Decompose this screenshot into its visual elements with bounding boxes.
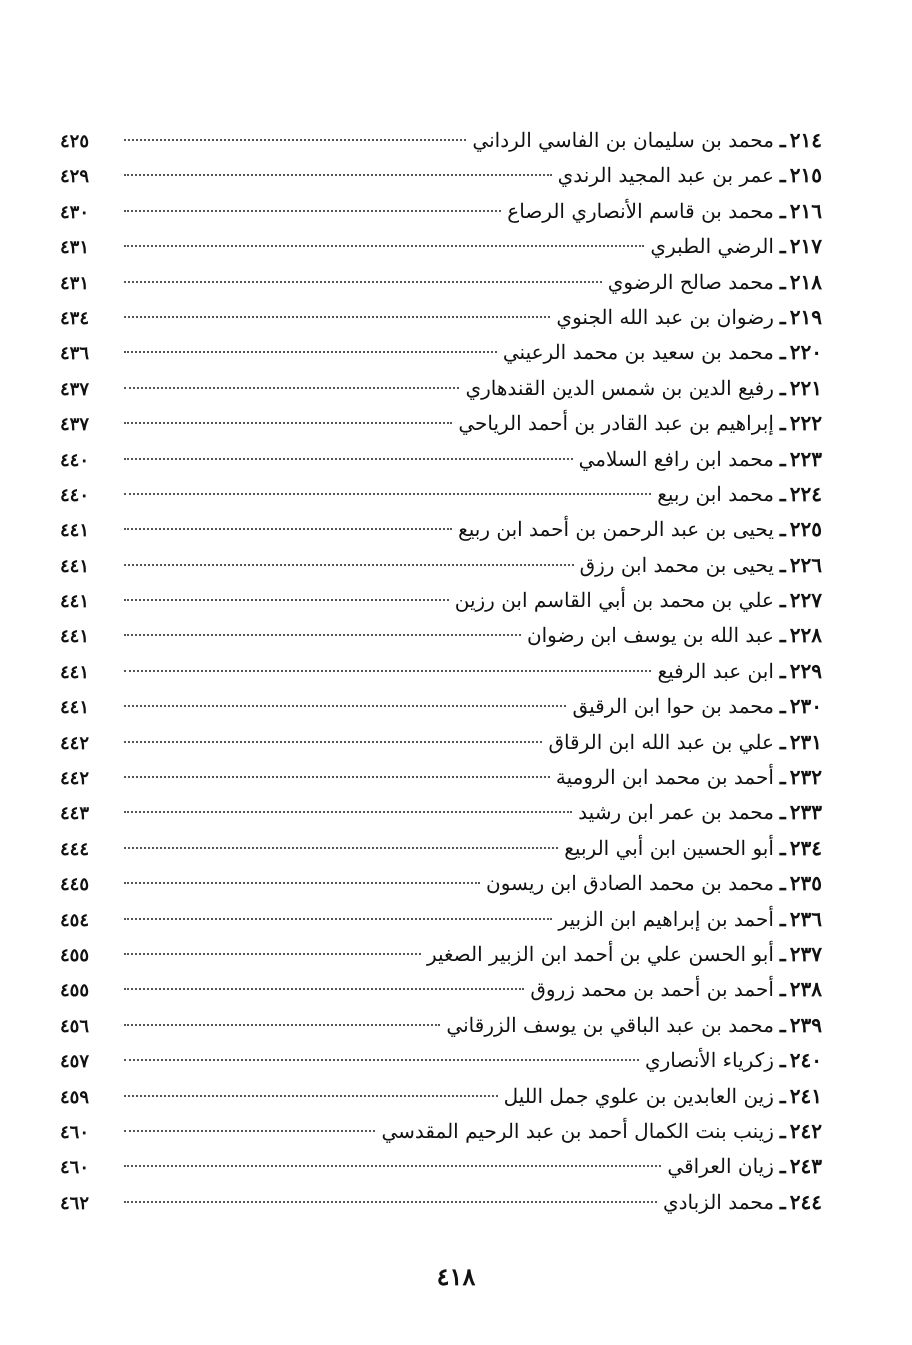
entry-name: محمد بن قاسم الأنصاري الرصاع xyxy=(507,198,774,223)
dot-leader xyxy=(124,1164,661,1167)
entry-name: علي بن محمد بن أبي القاسم ابن رزين xyxy=(454,588,774,613)
entry-page-number: ٤٤٤ xyxy=(60,838,90,860)
entry-name: زكرياء الأنصاري xyxy=(644,1048,774,1073)
dot-leader xyxy=(124,669,651,672)
entry-page-number: ٤٦٠ xyxy=(60,1157,90,1179)
entry-page-number: ٤٤١ xyxy=(60,661,90,683)
entry-name: أبو الحسين ابن أبي الربيع xyxy=(564,835,774,860)
toc-entry xyxy=(60,517,822,552)
entry-separator: ـ xyxy=(779,552,786,577)
entry-page-number: ٤٥٥ xyxy=(60,980,90,1002)
dot-leader xyxy=(124,421,452,424)
toc-entry xyxy=(60,270,822,305)
toc-entry xyxy=(60,942,822,977)
table-of-contents xyxy=(60,128,822,1225)
entry-name: محمد صالح الرضوي xyxy=(607,269,774,294)
toc-entry-title xyxy=(558,907,822,931)
entry-separator: ـ xyxy=(779,765,786,790)
toc-entry xyxy=(60,588,822,623)
entry-number: ٢١٧ xyxy=(789,234,822,259)
toc-entry-title xyxy=(504,1084,822,1108)
entry-name: محمد بن محمد الصادق ابن ريسون xyxy=(486,871,774,896)
entry-number: ٢٢٢ xyxy=(789,411,822,436)
entry-separator: ـ xyxy=(779,941,786,966)
entry-name: محمد بن سليمان بن الفاسي الرداني xyxy=(472,128,774,152)
toc-entry-title xyxy=(503,340,822,364)
entry-page-number: ٤٢٥ xyxy=(60,131,90,152)
entry-name: علي بن عبد الله ابن الرقاق xyxy=(548,729,774,754)
entry-page-number: ٤٤٠ xyxy=(60,449,90,471)
entry-page-number: ٤٤٣ xyxy=(60,803,90,825)
entry-page-number: ٤٣١ xyxy=(60,272,90,294)
dot-leader xyxy=(124,138,466,141)
dot-leader xyxy=(124,1200,657,1203)
dot-leader xyxy=(124,280,602,283)
entry-page-number: ٤٢٩ xyxy=(60,166,90,188)
entry-separator: ـ xyxy=(779,906,786,931)
entry-name: أحمد بن إبراهيم ابن الزبير xyxy=(558,906,774,931)
toc-entry-title xyxy=(578,800,822,824)
toc-entry-title xyxy=(486,871,822,895)
toc-entry-title xyxy=(657,482,822,506)
toc-entry-title xyxy=(580,553,822,577)
toc-entry-title xyxy=(548,730,822,754)
toc-entry-title xyxy=(458,411,822,435)
toc-entry xyxy=(60,623,822,658)
toc-entry-title xyxy=(427,942,822,966)
entry-name: عمر بن عبد المجيد الرندي xyxy=(557,163,774,188)
entry-number: ٢٤٤ xyxy=(789,1189,822,1214)
entry-page-number: ٤٥٧ xyxy=(60,1051,90,1073)
entry-separator: ـ xyxy=(779,375,786,400)
toc-entry-title xyxy=(579,447,822,471)
entry-number: ٢١٨ xyxy=(789,269,822,294)
toc-entry-title xyxy=(530,977,822,1001)
entry-separator: ـ xyxy=(779,588,786,613)
entry-name: أبو الحسن علي بن أحمد ابن الزبير الصغير xyxy=(426,941,774,966)
toc-entry-title xyxy=(657,659,822,683)
entry-number: ٢٢٧ xyxy=(789,588,822,613)
entry-number: ٢٣٦ xyxy=(789,906,822,931)
dot-leader xyxy=(124,209,501,212)
toc-entry xyxy=(60,1048,822,1083)
toc-entry xyxy=(60,553,822,588)
entry-name: عبد الله بن يوسف ابن رضوان xyxy=(526,623,774,648)
toc-entry-title xyxy=(663,1190,822,1214)
entry-number: ٢٣٨ xyxy=(789,977,822,1002)
dot-leader xyxy=(124,386,459,389)
entry-name: ابن عبد الرفيع xyxy=(657,658,774,683)
entry-page-number: ٤٦٠ xyxy=(60,1121,90,1143)
entry-page-number: ٤٣١ xyxy=(60,237,90,259)
dot-leader xyxy=(124,740,542,743)
entry-separator: ـ xyxy=(779,1154,786,1179)
dot-leader xyxy=(124,173,552,176)
toc-entry-title xyxy=(564,836,822,860)
entry-number: ٢٤٣ xyxy=(789,1154,822,1179)
entry-name: محمد بن سعيد بن محمد الرعيني xyxy=(502,340,774,365)
toc-entry-title xyxy=(455,588,822,612)
entry-number: ٢٣٣ xyxy=(789,800,822,825)
entry-number: ٢١٦ xyxy=(789,198,822,223)
toc-entry xyxy=(60,163,822,198)
entry-page-number: ٤٣٤ xyxy=(60,307,90,329)
entry-page-number: ٤٤٢ xyxy=(60,768,90,790)
dot-leader xyxy=(124,704,566,707)
toc-entry-title xyxy=(645,1048,822,1072)
entry-page-number: ٤٤١ xyxy=(60,520,90,542)
dot-leader xyxy=(124,244,644,247)
entry-separator: ـ xyxy=(779,1118,786,1143)
toc-entry xyxy=(60,340,822,375)
dot-leader xyxy=(124,350,497,353)
toc-entry xyxy=(60,659,822,694)
entry-separator: ـ xyxy=(779,481,786,506)
entry-number: ٢٢٥ xyxy=(789,517,822,542)
entry-separator: ـ xyxy=(779,411,786,436)
entry-number: ٢٢٠ xyxy=(789,340,822,365)
entry-separator: ـ xyxy=(779,729,786,754)
entry-name: محمد الزبادي xyxy=(662,1189,774,1214)
entry-separator: ـ xyxy=(779,800,786,825)
entry-separator: ـ xyxy=(779,694,786,719)
entry-number: ٢٢٩ xyxy=(789,658,822,683)
entry-name: محمد بن حوا ابن الرقيق xyxy=(572,694,774,719)
entry-page-number: ٤٤٠ xyxy=(60,484,90,506)
toc-entry-title xyxy=(507,199,822,223)
entry-page-number: ٤٤١ xyxy=(60,555,90,577)
entry-name: محمد بن عبد الباقي بن يوسف الزرقاني xyxy=(446,1012,774,1037)
dot-leader xyxy=(124,563,574,566)
toc-entry xyxy=(60,128,822,163)
toc-entry xyxy=(60,411,822,446)
toc-entry-title xyxy=(556,305,822,329)
entry-name: الرضي الطبري xyxy=(650,234,774,259)
toc-entry xyxy=(60,800,822,835)
dot-leader xyxy=(124,810,572,813)
entry-number: ٢٣٧ xyxy=(789,941,822,966)
dot-leader xyxy=(124,775,550,778)
toc-entry-title xyxy=(446,1013,822,1037)
toc-entry xyxy=(60,1119,822,1154)
entry-name: أحمد بن أحمد بن محمد زروق xyxy=(530,977,774,1002)
entry-separator: ـ xyxy=(779,1189,786,1214)
entry-number: ٢٤٠ xyxy=(789,1048,822,1073)
page-number: ٤١٨ xyxy=(436,1262,476,1291)
entry-number: ٢٣٥ xyxy=(789,871,822,896)
entry-separator: ـ xyxy=(779,163,786,188)
toc-entry xyxy=(60,836,822,871)
entry-name: زيان العراقي xyxy=(667,1154,774,1179)
entry-separator: ـ xyxy=(779,871,786,896)
entry-name: أحمد بن محمد ابن الرومية xyxy=(555,765,774,790)
entry-name: محمد ابن ربيع xyxy=(657,481,774,506)
entry-separator: ـ xyxy=(779,128,786,152)
entry-page-number: ٤٣٠ xyxy=(60,201,90,223)
toc-entry xyxy=(60,907,822,942)
toc-entry xyxy=(60,977,822,1012)
entry-number: ٢٣٤ xyxy=(789,835,822,860)
entry-number: ٢٢١ xyxy=(789,375,822,400)
dot-leader xyxy=(124,987,524,990)
toc-entry-title xyxy=(667,1154,822,1178)
dot-leader xyxy=(124,952,421,955)
toc-entry xyxy=(60,765,822,800)
toc-entry-title xyxy=(527,623,822,647)
toc-entry xyxy=(60,1190,822,1225)
entry-separator: ـ xyxy=(779,1012,786,1037)
dot-leader xyxy=(124,492,651,495)
toc-entry-title xyxy=(458,517,822,541)
entry-separator: ـ xyxy=(779,269,786,294)
toc-entry xyxy=(60,1154,822,1189)
entry-number: ٢١٥ xyxy=(789,163,822,188)
entry-separator: ـ xyxy=(779,304,786,329)
entry-page-number: ٤٥٥ xyxy=(60,944,90,966)
toc-entry xyxy=(60,305,822,340)
dot-leader xyxy=(124,1023,440,1026)
entry-page-number: ٤٤٢ xyxy=(60,732,90,754)
dot-leader xyxy=(124,633,521,636)
entry-number: ٢٣٩ xyxy=(789,1012,822,1037)
toc-entry-title xyxy=(558,163,822,187)
entry-number: ٢١٤ xyxy=(789,128,822,152)
dot-leader xyxy=(124,846,558,849)
entry-number: ٢٣١ xyxy=(789,729,822,754)
entry-name: محمد بن عمر ابن رشيد xyxy=(578,800,774,825)
toc-entry xyxy=(60,730,822,765)
entry-number: ٢٢٣ xyxy=(789,446,822,471)
dot-leader xyxy=(124,457,573,460)
toc-entry xyxy=(60,694,822,729)
entry-separator: ـ xyxy=(779,1048,786,1073)
toc-entry-title xyxy=(556,765,822,789)
entry-page-number: ٤٣٧ xyxy=(60,414,90,436)
entry-separator: ـ xyxy=(779,198,786,223)
toc-entry-title xyxy=(381,1119,822,1143)
toc-entry-title xyxy=(608,270,822,294)
entry-name: إبراهيم بن عبد القادر بن أحمد الرياحي xyxy=(458,411,774,436)
entry-number: ٢٣٢ xyxy=(789,765,822,790)
entry-page-number: ٤٤١ xyxy=(60,697,90,719)
dot-leader xyxy=(124,598,449,601)
entry-separator: ـ xyxy=(779,835,786,860)
entry-name: زينب بنت الكمال أحمد بن عبد الرحيم المقدسي xyxy=(381,1118,774,1143)
toc-entry xyxy=(60,1013,822,1048)
entry-page-number: ٤٤١ xyxy=(60,626,90,648)
entry-separator: ـ xyxy=(779,446,786,471)
entry-separator: ـ xyxy=(779,340,786,365)
toc-entry-title xyxy=(572,694,822,718)
entry-name: يحيى بن عبد الرحمن بن أحمد ابن ربيع xyxy=(458,517,774,542)
entry-number: ٢٤٢ xyxy=(789,1118,822,1143)
entry-number: ٢٢٤ xyxy=(789,481,822,506)
entry-page-number: ٤٣٧ xyxy=(60,378,90,400)
toc-entry xyxy=(60,871,822,906)
toc-entry xyxy=(60,376,822,411)
dot-leader xyxy=(124,1129,375,1132)
entry-name: رضوان بن عبد الله الجنوي xyxy=(556,304,774,329)
entry-number: ٢٣٠ xyxy=(789,694,822,719)
dot-leader xyxy=(124,527,452,530)
entry-page-number: ٤٤١ xyxy=(60,591,90,613)
toc-entry-title xyxy=(472,128,822,152)
toc-entry-title xyxy=(465,376,822,400)
entry-number: ٢٢٨ xyxy=(789,623,822,648)
dot-leader xyxy=(124,1094,498,1097)
entry-name: يحيى بن محمد ابن رزق xyxy=(579,552,774,577)
entry-separator: ـ xyxy=(779,234,786,259)
toc-entry xyxy=(60,199,822,234)
entry-name: محمد ابن رافع السلامي xyxy=(578,446,774,471)
entry-separator: ـ xyxy=(779,658,786,683)
entry-page-number: ٤٤٥ xyxy=(60,874,90,896)
entry-separator: ـ xyxy=(779,623,786,648)
dot-leader xyxy=(124,1058,639,1061)
entry-page-number: ٤٥٤ xyxy=(60,909,90,931)
toc-entry xyxy=(60,1084,822,1119)
entry-number: ٢٢٦ xyxy=(789,552,822,577)
entry-separator: ـ xyxy=(779,977,786,1002)
entry-page-number: ٤٥٦ xyxy=(60,1015,90,1037)
entry-page-number: ٤٥٩ xyxy=(60,1086,90,1108)
dot-leader xyxy=(124,917,552,920)
dot-leader xyxy=(124,315,550,318)
entry-page-number: ٤٦٢ xyxy=(60,1192,90,1214)
entry-number: ٢١٩ xyxy=(789,304,822,329)
entry-separator: ـ xyxy=(779,517,786,542)
entry-page-number: ٤٣٦ xyxy=(60,343,90,365)
entry-name: رفيع الدين بن شمس الدين القندهاري xyxy=(465,375,774,400)
toc-entry xyxy=(60,234,822,269)
toc-entry-title xyxy=(650,234,822,258)
entry-number: ٢٤١ xyxy=(789,1083,822,1108)
entry-name: زين العابدين بن علوي جمل الليل xyxy=(503,1083,774,1108)
toc-entry xyxy=(60,447,822,482)
entry-separator: ـ xyxy=(779,1083,786,1108)
dot-leader xyxy=(124,881,480,884)
toc-entry xyxy=(60,482,822,517)
